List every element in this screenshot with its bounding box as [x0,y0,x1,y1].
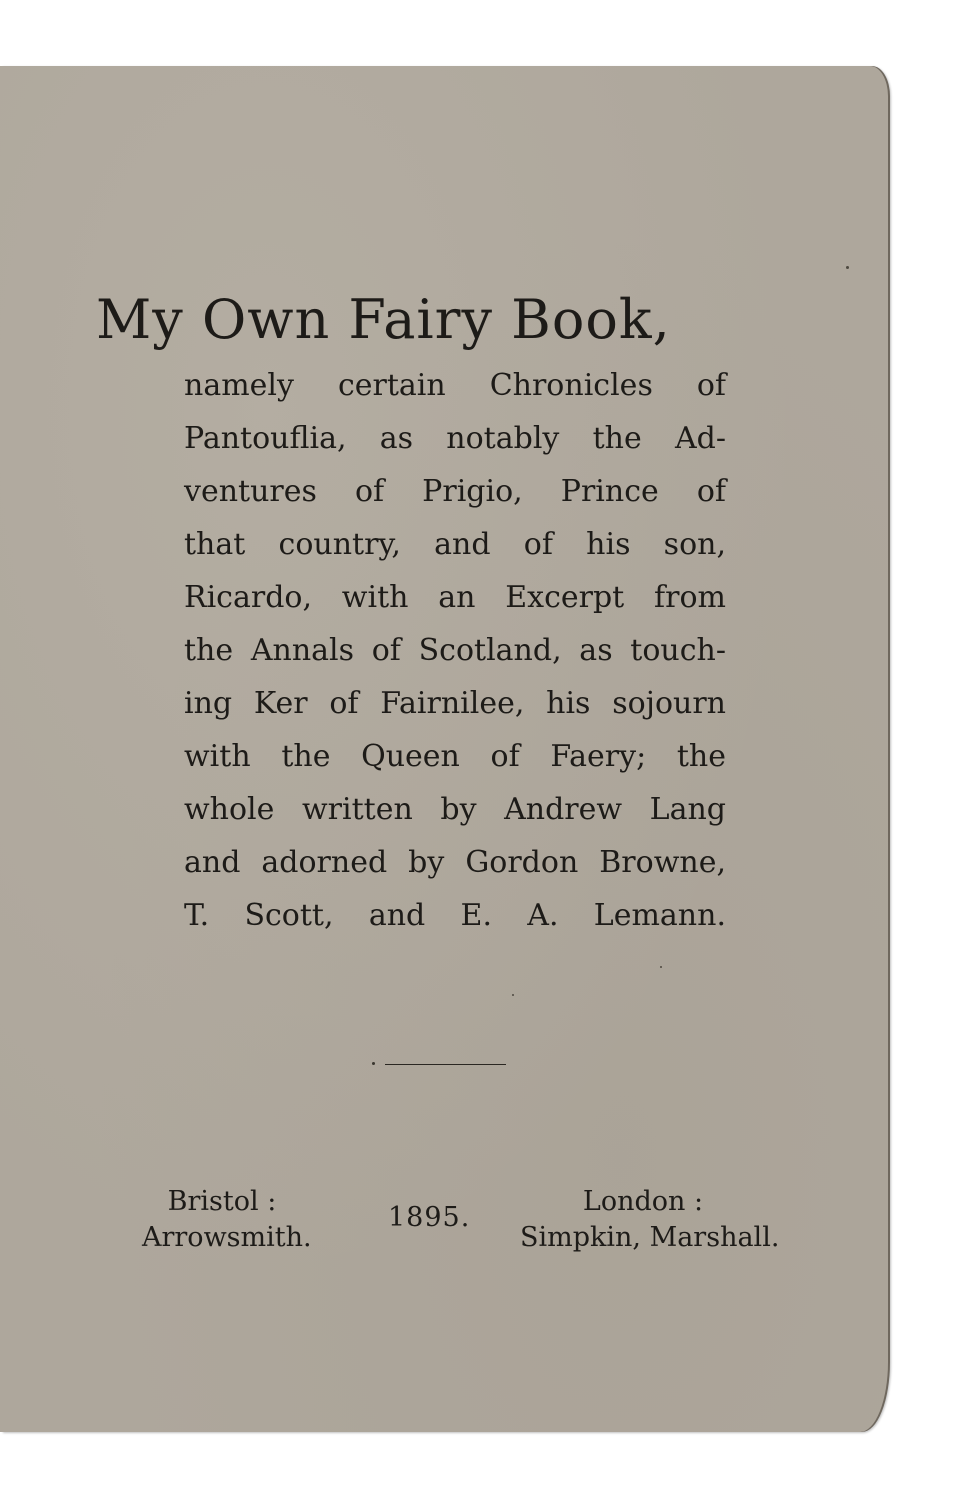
page-speck [660,966,662,968]
imprint-city-london: London : [582,1186,704,1217]
imprint-right [520,1184,780,1256]
subtitle-line: that country, and of his son, [184,527,726,562]
subtitle-line: Ricardo, with an Excerpt from [184,580,726,615]
subtitle-line: Pantouflia, as notably the Ad- [184,421,726,456]
subtitle-line: whole written by Andrew Lang [184,792,726,827]
page-speck [846,266,849,269]
subtitle-line: ing Ker of Fairnilee, his sojourn [184,686,726,721]
imprint-city-bristol: Bristol : [167,1186,277,1217]
subtitle-line: the Annals of Scotland, as touch- [184,633,726,668]
imprint-left [142,1184,312,1256]
book-title: My Own Fairy Book, [96,288,671,351]
imprint-publisher-simpkin: Simpkin, Marshall. [520,1222,780,1253]
publication-year: 1895. [388,1202,471,1233]
page-speck [512,994,514,996]
subtitle-line: and adorned by Gordon Browne, [184,845,726,880]
subtitle-line: with the Queen of Faery; the [184,739,726,774]
ornament-dot [372,1062,375,1065]
subtitle-line: ventures of Prigio, Prince of [184,474,726,509]
imprint-publisher-arrowsmith: Arrowsmith. [142,1222,312,1253]
subtitle-line: T. Scott, and E. A. Lemann. [184,898,726,933]
subtitle-line: namely certain Chronicles of [184,368,726,403]
section-rule [385,1064,506,1065]
